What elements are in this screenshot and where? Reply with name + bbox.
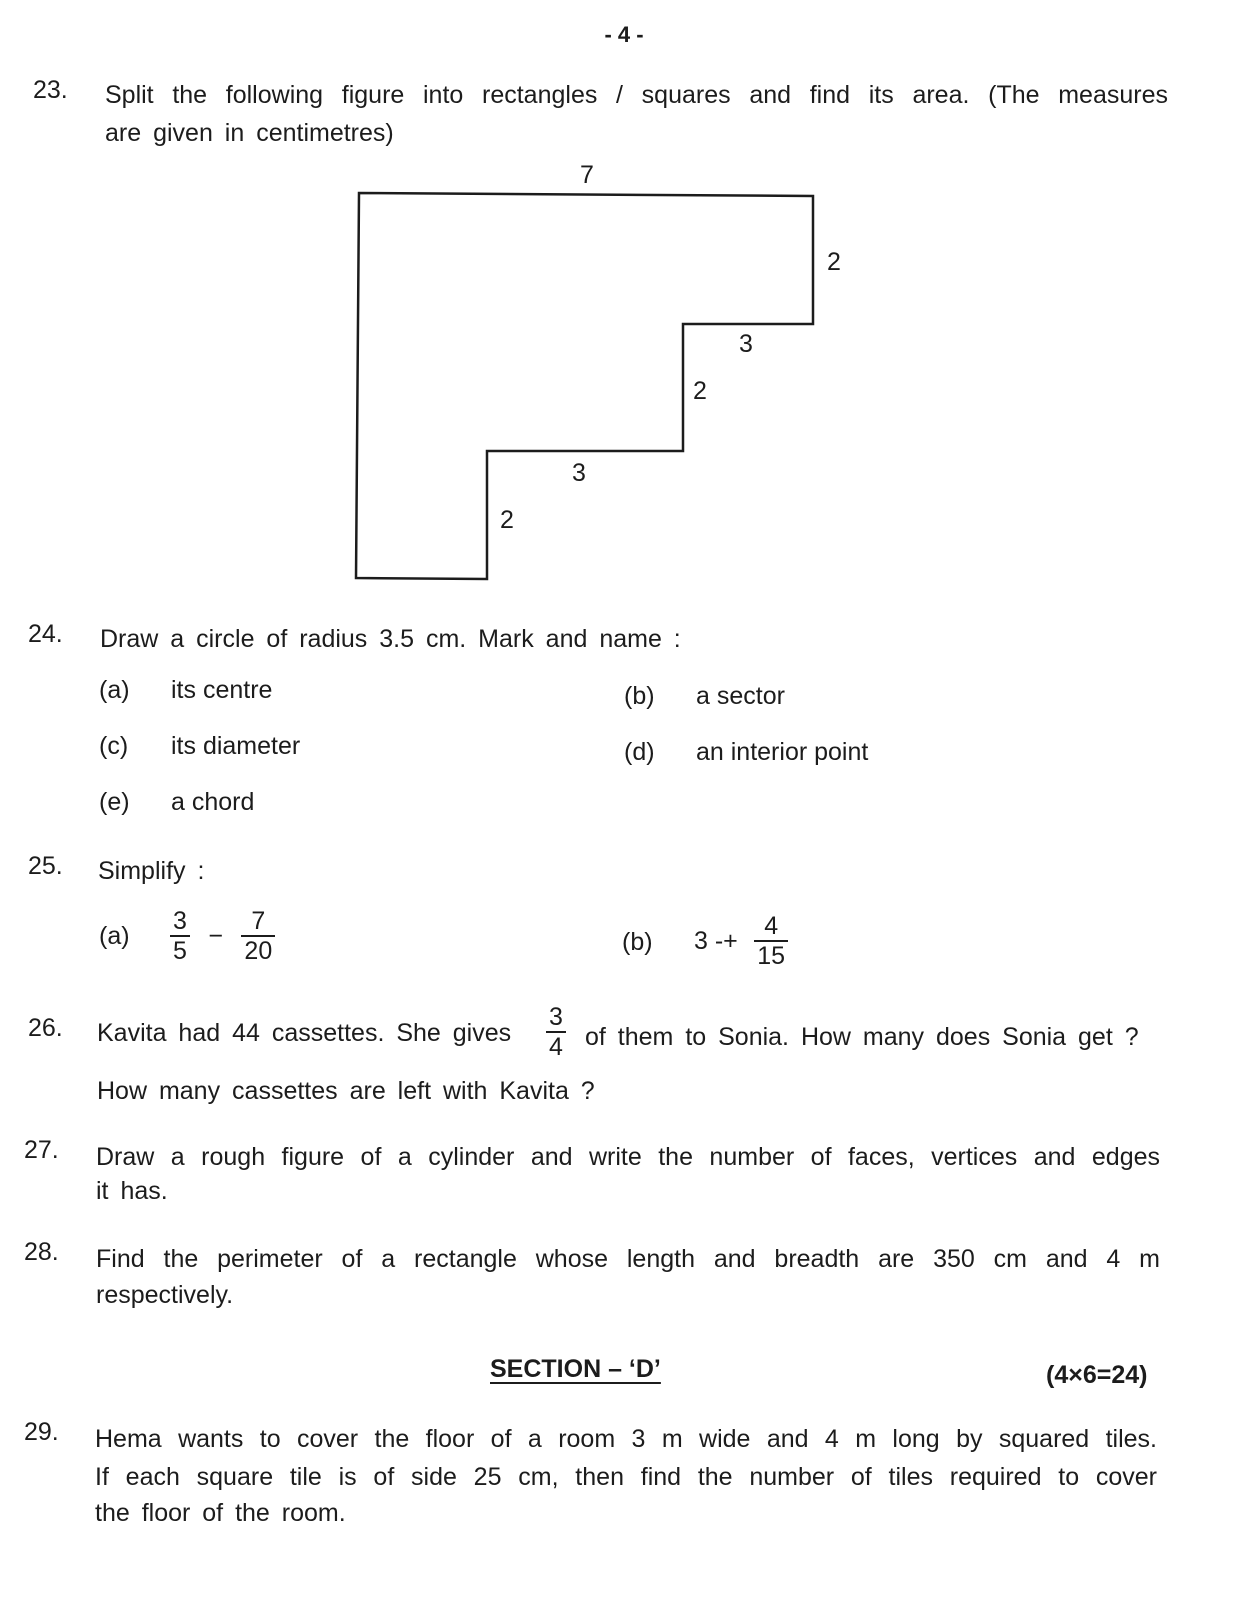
fraction-numerator: 7 [251, 907, 266, 935]
option-d-label: (d) [624, 738, 655, 766]
minus-operator: − [208, 921, 223, 950]
question-25-number: 25. [28, 852, 63, 880]
option-e-text: a chord [171, 788, 255, 816]
section-d-title: SECTION – ‘D’ [490, 1355, 661, 1383]
question-27-line-2: it has. [96, 1177, 168, 1205]
option-b-label: (b) [624, 682, 655, 710]
question-24-text: Draw a circle of radius 3.5 cm. Mark and name : [100, 625, 681, 653]
option-e-label: (e) [99, 788, 130, 816]
option-c-text: its diameter [171, 732, 301, 760]
question-23-number: 23. [33, 76, 68, 104]
question-28-line-2: respectively. [96, 1281, 234, 1309]
fraction-denominator: 4 [546, 1031, 566, 1061]
question-28-line-1: Find the perimeter of a rectangle whose length and breadth are 350 cm and 4 m [96, 1245, 1160, 1273]
fraction-numerator: 4 [764, 912, 779, 940]
fraction-three-quarters [546, 1003, 566, 1061]
option-d-text: an interior point [696, 738, 869, 766]
question-29-line-3: the floor of the room. [95, 1499, 346, 1527]
staircase-figure [0, 0, 1248, 600]
label-upper-step-width: 3 [739, 330, 753, 358]
label-top-side: 7 [580, 161, 594, 189]
fraction-denominator: 20 [241, 935, 275, 965]
question-29-number: 29. [24, 1418, 59, 1446]
option-a-text: its centre [171, 676, 273, 704]
option-b-text: a sector [696, 682, 785, 710]
question-26-number: 26. [28, 1014, 63, 1042]
fraction-denominator: 5 [170, 935, 190, 965]
question-26-line-2: How many cassettes are left with Kavita ? [97, 1077, 595, 1105]
label-lower-step-width: 3 [572, 459, 586, 487]
fraction-numerator: 3 [173, 907, 187, 935]
label-right-side: 2 [827, 248, 841, 276]
question-26-text-after: of them to Sonia. How many does Sonia get ? [585, 1023, 1139, 1051]
question-26-text-before: Kavita had 44 cassettes. She gives [97, 1019, 512, 1047]
label-lower-step-height: 2 [500, 506, 514, 534]
option-c-label: (c) [99, 732, 129, 760]
figure-outline [356, 193, 813, 579]
fraction-three-fifths [170, 907, 190, 965]
fraction-four-fifteenths [754, 912, 788, 970]
part-b-expression [694, 912, 788, 970]
question-25-text: Simplify : [98, 857, 205, 885]
fraction-seven-twentieths [241, 907, 275, 965]
question-29-line-2: If each square tile is of side 25 cm, then find the number of tiles required to cover [95, 1463, 1157, 1491]
part-a-expression [170, 907, 275, 965]
label-upper-step-height: 2 [693, 377, 707, 405]
part-b-label: (b) [622, 928, 653, 956]
question-27-line-1: Draw a rough figure of a cylinder and write the number of faces, vertices and edges [96, 1143, 1160, 1171]
fraction-numerator: 3 [549, 1003, 563, 1031]
fraction-denominator: 15 [754, 940, 788, 970]
question-23-line-2: are given in centimetres) [105, 119, 394, 147]
whole-number-term: 3 -+ [694, 926, 738, 955]
section-d-marks: (4×6=24) [1046, 1361, 1148, 1389]
option-a-label: (a) [99, 676, 130, 704]
question-23-line-1: Split the following figure into rectangles / squares and find its area. (The measures [105, 81, 1168, 109]
question-28-number: 28. [24, 1238, 59, 1266]
part-a-label: (a) [99, 922, 130, 950]
question-24-number: 24. [28, 620, 63, 648]
page-number: - 4 - [604, 22, 644, 47]
question-27-number: 27. [24, 1136, 59, 1164]
question-29-line-1: Hema wants to cover the floor of a room 3 m wide and 4 m long by squared tiles. [95, 1425, 1157, 1453]
